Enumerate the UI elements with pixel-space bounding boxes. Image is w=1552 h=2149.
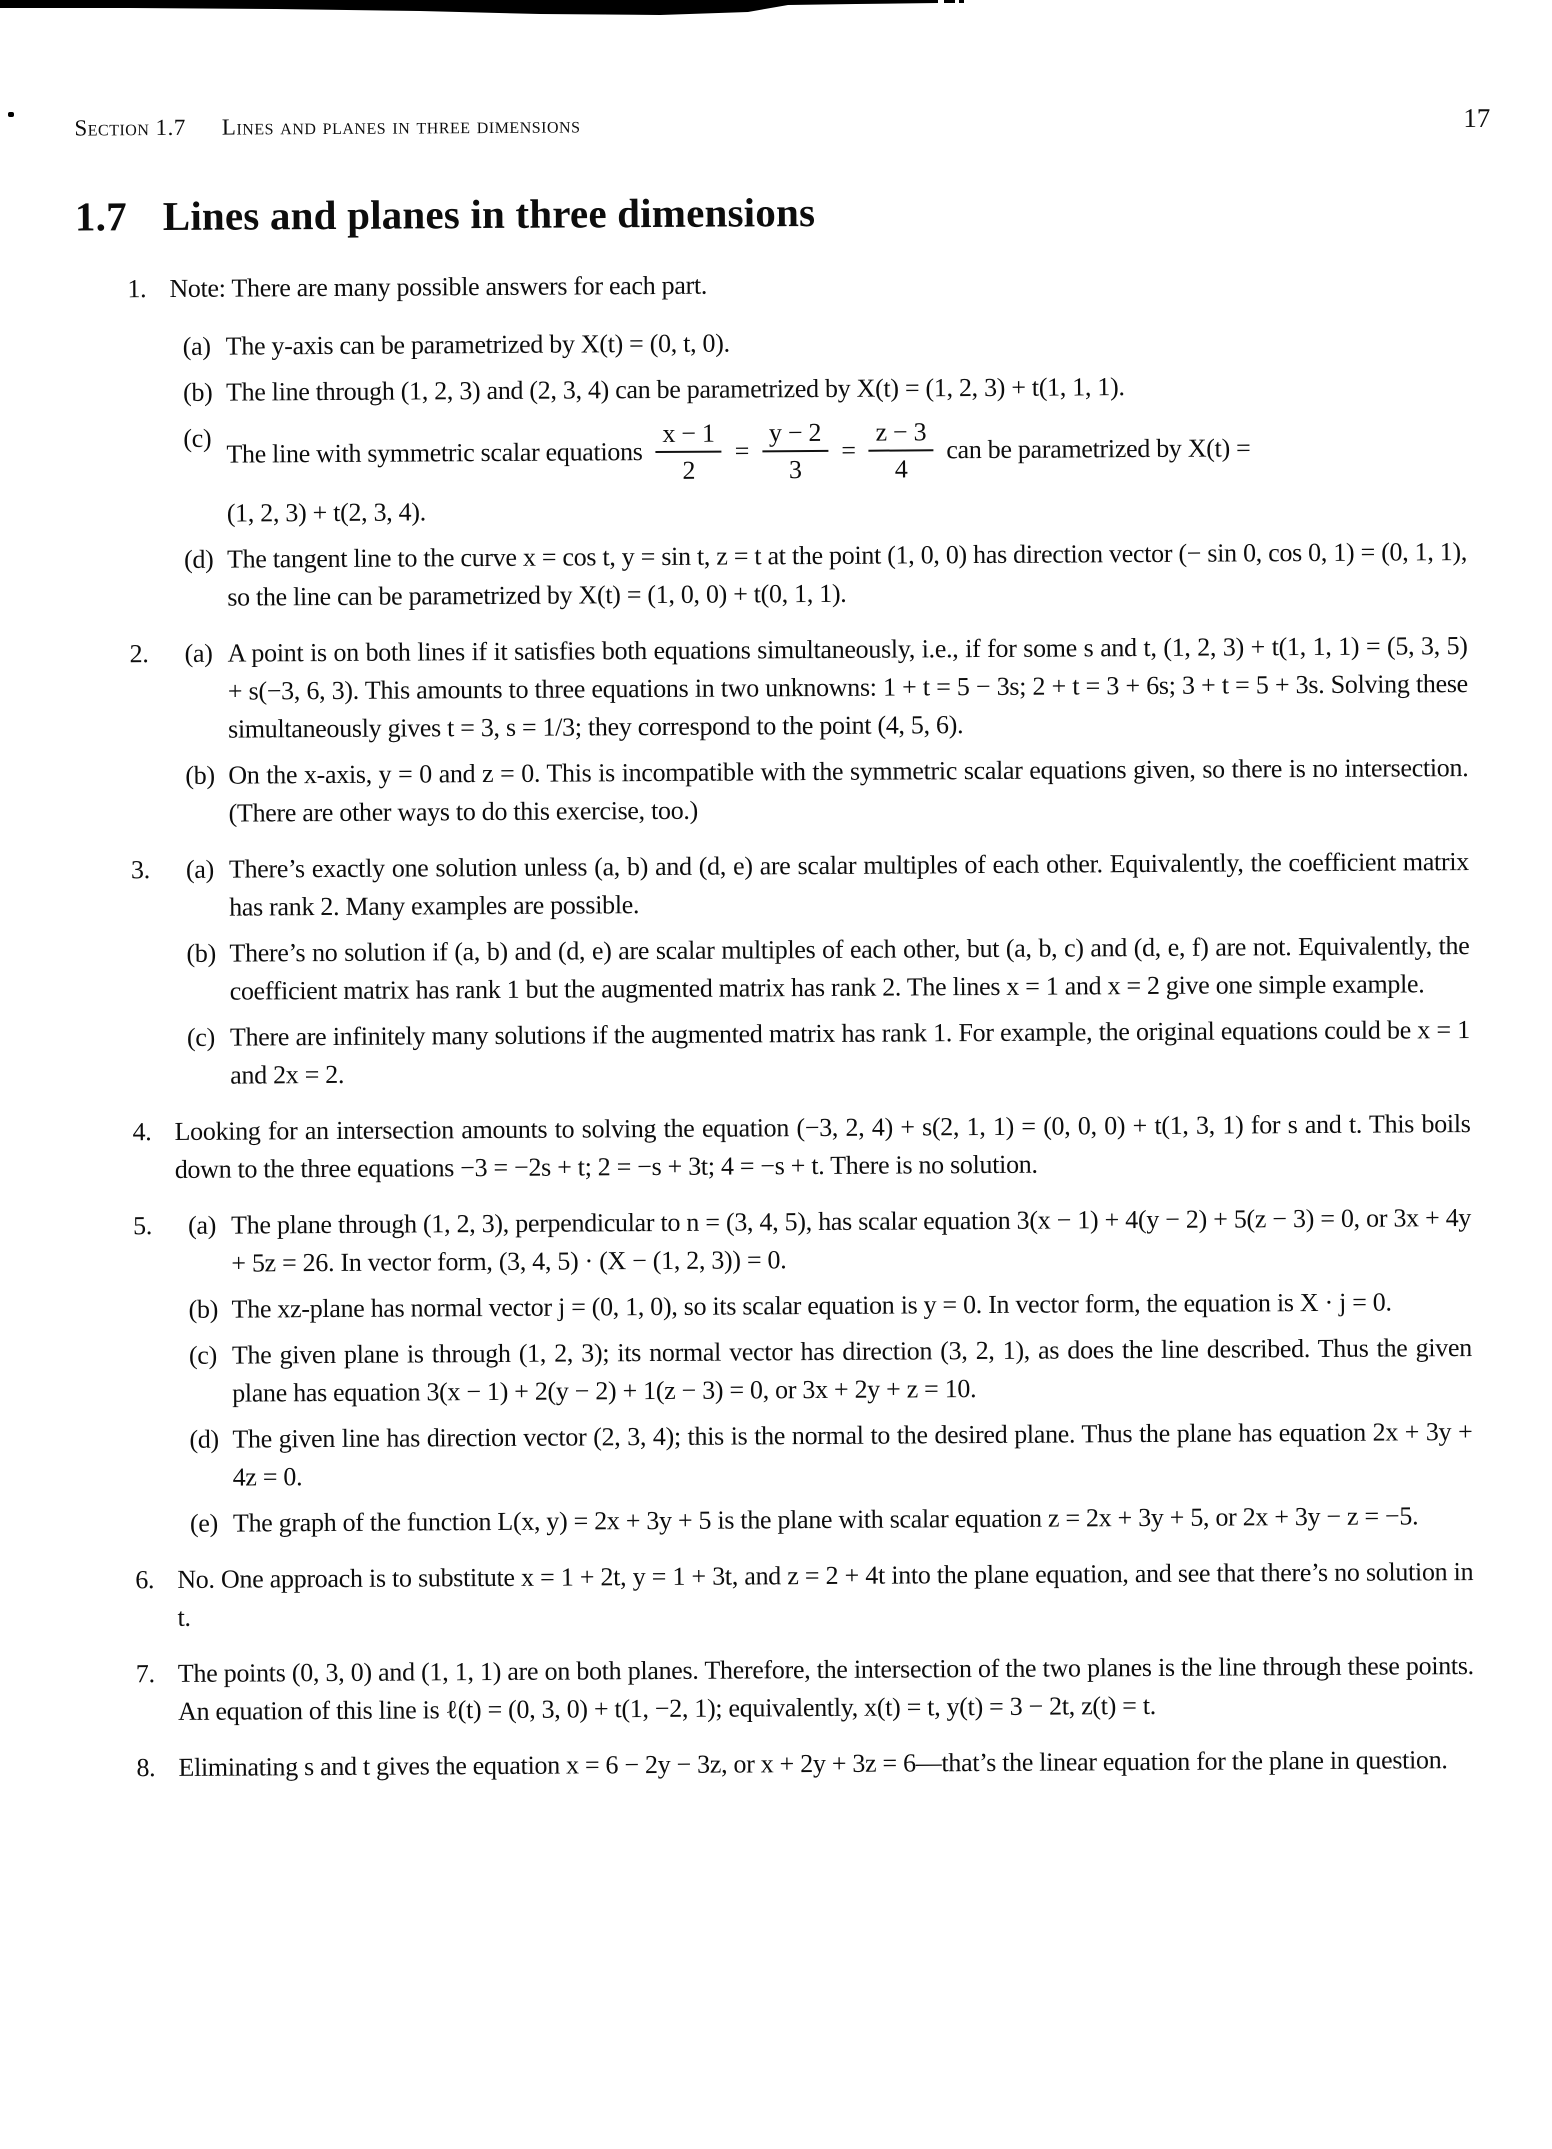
problem-body — [178, 1741, 1474, 1787]
problem-number: 6. — [135, 1565, 155, 1595]
fraction-denominator: 4 — [894, 454, 908, 484]
problem-body — [177, 1553, 1473, 1637]
problem-number: 4. — [132, 1117, 152, 1147]
running-head-section-label: Section 1.7 — [74, 114, 186, 141]
problem-number: 3. — [130, 855, 150, 885]
problem-number: 7. — [135, 1659, 155, 1689]
part-text: The plane through (1, 2, 3), perpendicular to n = (3, 4, 5), has scalar equation 3(x − 1) + 4(y − 2) + 5(z − 3) = 0, or 3x + 4y + 5z = 26. In vector form, (3, 4, 5) · (X − (1, 2, 3)) = 0. — [231, 1203, 1472, 1278]
part-label: (a) — [185, 854, 215, 884]
problem-text: Eliminating s and t gives the equation x = 6 − 2y − 3z, or x + 2y + 3z = 6—that’s the linear equation for the plane in question. — [178, 1745, 1448, 1782]
part-text-before: The line with symmetric scalar equations — [226, 437, 643, 469]
problem-1 — [127, 262, 1467, 617]
part-1b — [183, 366, 1466, 412]
part-text: A point is on both lines if it satisfies both equations simultaneously, i.e., if for some s and t, (1, 2, 3) + t(1, 1, 1) = (5, 3, 5) + s(−3, 6, 3). This amounts to three equations in two unknowns: 1 + t = 5 − 3s; 2 + t = 3 + 6s; 3 + t = 5 + 3s. Solving these simultaneously gives t = 3, s = 1/3; they correspond to the point (4, 5, 6). — [227, 631, 1468, 744]
scan-artifact-top-bar — [0, 0, 1552, 20]
part-text-after: can be parametrized by X(t) = — [946, 433, 1251, 465]
problem-body — [178, 1647, 1474, 1731]
section-heading — [75, 184, 1549, 241]
part-text: There are infinitely many solutions if the augmented matrix has rank 1. For example, the original equations could be x = 1 and 2x = 2. — [229, 1015, 1471, 1090]
problem-2 — [130, 627, 1469, 833]
running-head-left — [74, 112, 580, 141]
fraction-denominator: 3 — [788, 455, 802, 485]
equals-sign: = — [734, 436, 750, 466]
part-text — [226, 412, 1467, 533]
running-head-section-title: Lines and planes in three dimensions — [221, 112, 581, 140]
part-text: The given plane is through (1, 2, 3); its normal vector has direction (3, 2, 1), as does the line described. Thus the given plane has equation 3(x − 1) + 2(y − 2) + 1(z − 3) = 0, or 3x + 2y + z = 10. — [231, 1333, 1472, 1408]
section-heading-title: Lines and planes in three dimensions — [162, 189, 816, 239]
problem-number: 8. — [136, 1753, 156, 1783]
part-text: The line through (1, 2, 3) and (2, 3, 4) can be parametrized by X(t) = (1, 2, 3) + t(1, 1, 1). — [225, 372, 1125, 407]
part-5a — [188, 1199, 1471, 1283]
fraction-denominator: 2 — [682, 455, 696, 485]
part-text-continuation: (1, 2, 3) + t(2, 3, 4). — [226, 497, 426, 528]
problem-number: 1. — [127, 274, 147, 304]
fraction-numerator: y − 2 — [762, 416, 828, 452]
part-3a — [186, 843, 1469, 927]
problem-8 — [136, 1741, 1474, 1787]
problem-body — [169, 262, 1467, 617]
part-label: (a) — [188, 1210, 217, 1240]
part-label: (b) — [186, 938, 216, 968]
problem-body — [172, 627, 1469, 833]
part-text: The y-axis can be parametrized by X(t) = (0, t, 0). — [225, 328, 730, 361]
problem-body — [174, 1105, 1470, 1189]
problem-6 — [135, 1553, 1473, 1637]
section-heading-number: 1.7 — [74, 193, 127, 240]
fraction-x — [655, 417, 722, 487]
part-5d — [189, 1413, 1472, 1497]
problem-body — [173, 843, 1470, 1095]
part-3b — [186, 927, 1469, 1011]
problem-number: 5. — [133, 1211, 153, 1241]
part-2a — [185, 627, 1469, 749]
part-5e — [190, 1497, 1473, 1543]
problem-1-intro: Note: There are many possible answers for each part. — [169, 270, 708, 303]
part-label: (a) — [184, 638, 213, 668]
fraction-numerator: x − 1 — [655, 417, 721, 453]
part-text: The xz-plane has normal vector j = (0, 1, 0), so its scalar equation is y = 0. In vector form, the equation is X · j = 0. — [231, 1287, 1392, 1324]
equals-sign: = — [841, 435, 856, 465]
part-3c — [187, 1011, 1470, 1095]
part-text: On the x-axis, y = 0 and z = 0. This is incompatible with the symmetric scalar equations given, so there is no intersection. (There are other ways to do this exercise, too.) — [228, 753, 1469, 828]
symmetric-equations-line — [226, 412, 1466, 490]
part-label: (b) — [182, 377, 213, 407]
page-number: 17 — [1463, 102, 1491, 134]
part-label: (d) — [183, 544, 214, 574]
part-label: (d) — [189, 1424, 219, 1454]
part-label: (b) — [185, 760, 215, 790]
fraction-y — [762, 416, 829, 486]
part-label: (c) — [186, 1022, 216, 1052]
part-1c — [183, 412, 1467, 533]
problem-5 — [133, 1199, 1473, 1543]
problem-text: The points (0, 3, 0) and (1, 1, 1) are on both planes. Therefore, the intersection of the two planes is the line through these points. An equation of this line is ℓ(t) = (0, 3, 0) + t(1, −2, 1); equivalently, x(t) = t, y(t) = 3 − 2t, z(t) = t. — [177, 1651, 1474, 1726]
part-text: The given line has direction vector (2, 3, 4); this is the normal to the desired plane. Thus the plane has equation 2x + 3y + 4z = 0. — [232, 1417, 1473, 1492]
part-1a — [183, 320, 1466, 366]
part-label: (c) — [183, 423, 212, 453]
part-5c — [189, 1329, 1472, 1413]
part-label: (b) — [188, 1294, 219, 1324]
part-text: The tangent line to the curve x = cos t, y = sin t, z = t at the point (1, 0, 0) has direction vector (− sin 0, cos 0, 1) = (0, 1, 1), so the line can be parametrized by X(t) = (1, 0, 0) + t(0, 1, 1). — [226, 537, 1468, 612]
problem-3 — [131, 843, 1470, 1095]
problem-body — [175, 1199, 1473, 1543]
running-head — [74, 0, 1491, 143]
part-text: There’s no solution if (a, b) and (d, e) are scalar multiples of each other, but (a, b, c) and (d, e, f) are not. Equivalently, the coefficient matrix has rank 1 but the augmented matrix has rank 2. The lines x = 1 and x = 2 give one simple example. — [229, 931, 1470, 1006]
part-label: (c) — [188, 1340, 217, 1370]
problem-number: 2. — [129, 639, 149, 669]
problem-4 — [132, 1105, 1470, 1189]
part-label: (e) — [189, 1508, 218, 1538]
part-5b — [189, 1283, 1472, 1329]
problem-7 — [136, 1647, 1474, 1731]
problem-text: No. One approach is to substitute x = 1 + 2t, y = 1 + 3t, and z = 2 + 4t into the plane equation, and see that there’s no solution in t. — [177, 1557, 1474, 1632]
part-label: (a) — [182, 331, 211, 361]
fraction-numerator: z − 3 — [868, 415, 933, 451]
problem-text: Looking for an intersection amounts to solving the equation (−3, 2, 4) + s(2, 1, 1) = (0, 0, 0) + t(1, 3, 1) for s and t. This boils down to the three equations −3 = −2s + t; 2 = −s + 3t; 4 = −s + t. There is no solution. — [174, 1109, 1471, 1184]
part-1d — [184, 533, 1467, 617]
part-text: The graph of the function L(x, y) = 2x + 3y + 5 is the plane with scalar equation z = 2x + 3y + 5, or 2x + 3y − z = −5. — [232, 1501, 1419, 1538]
part-text: There’s exactly one solution unless (a, b) and (d, e) are scalar multiples of each other. Equivalently, the coefficient matrix has rank 2. Many examples are possible. — [228, 847, 1470, 922]
part-2b — [185, 749, 1468, 833]
fraction-z — [868, 415, 933, 485]
